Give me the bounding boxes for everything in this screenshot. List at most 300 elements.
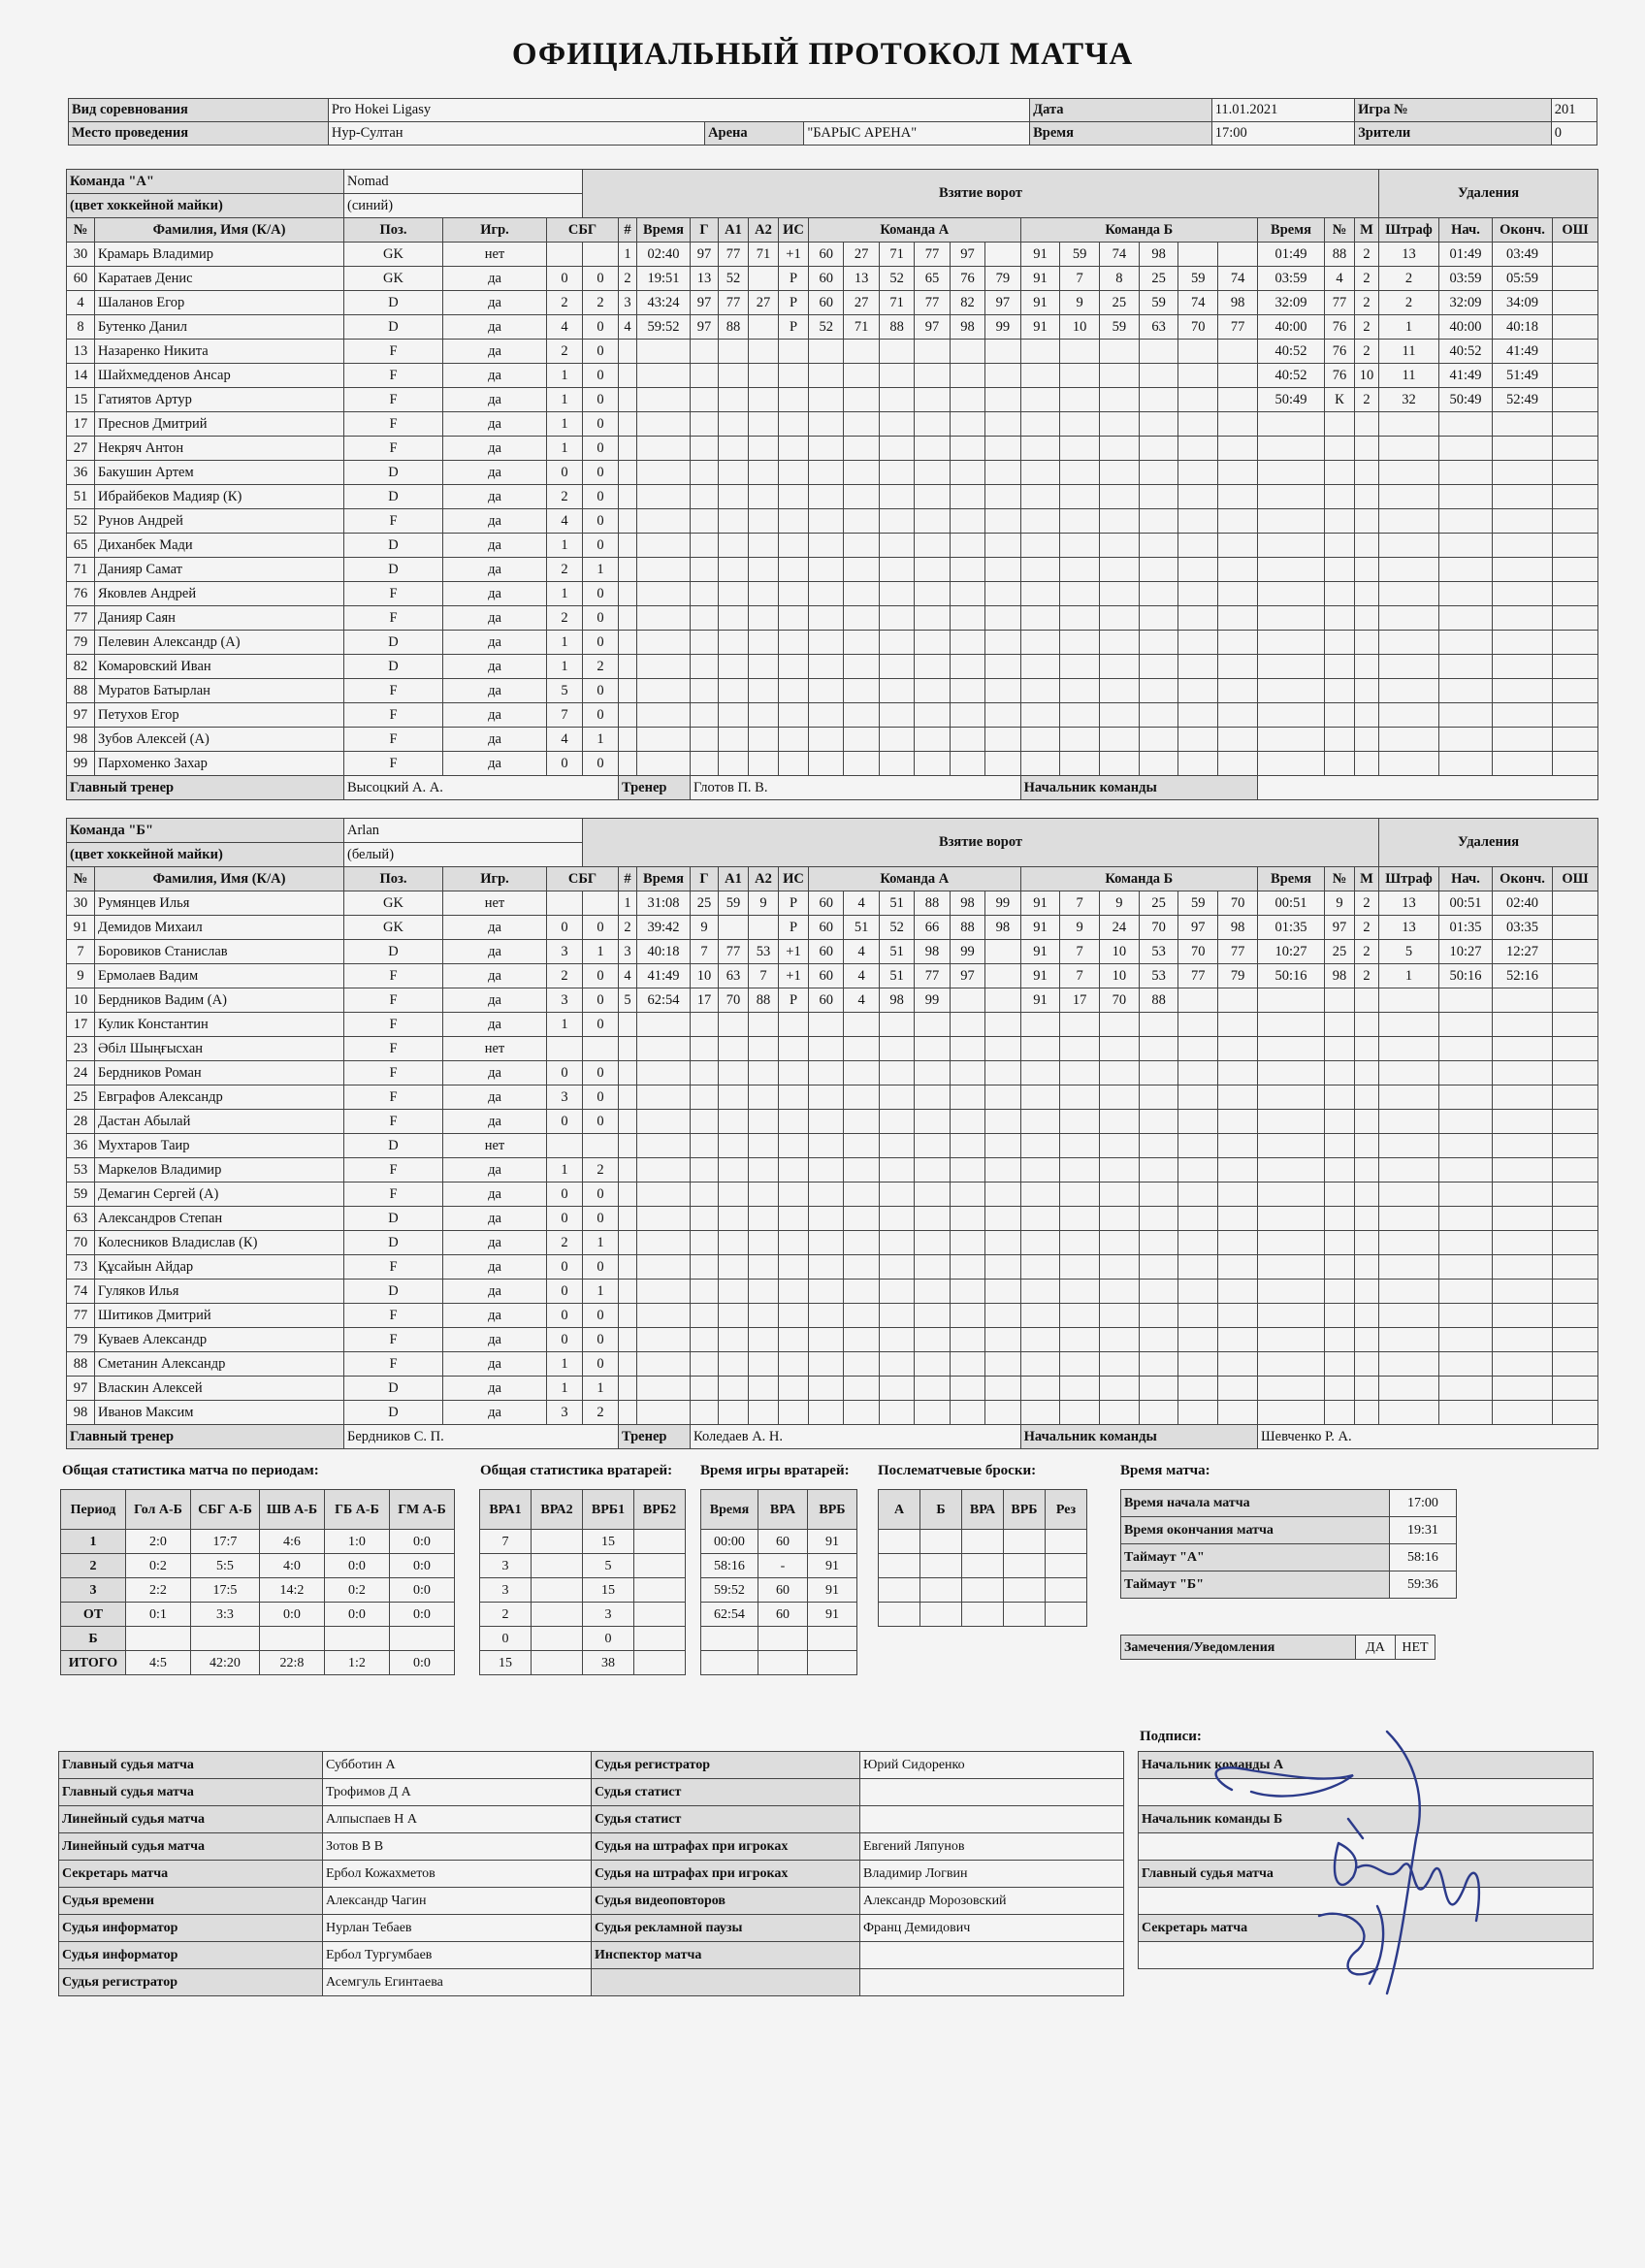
stat-cell (962, 1578, 1004, 1603)
goal-team-a-player (950, 364, 984, 388)
goal-team-a-player (844, 1110, 879, 1134)
pen-col: Время (1258, 867, 1325, 891)
goal-team-b-player (1100, 1085, 1140, 1110)
goal-cell (779, 1207, 809, 1231)
goal-team-b-player (1060, 1255, 1100, 1280)
goal-cell (637, 437, 691, 461)
goal-team-a-player (879, 728, 914, 752)
penalty-cell (1379, 1085, 1439, 1110)
goal-team-b-player: 98 (1218, 916, 1258, 940)
goal-team-a-player (809, 679, 844, 703)
goal-team-b-player (1020, 461, 1060, 485)
penalty-cell (1325, 558, 1355, 582)
notes-yes[interactable]: ДА (1356, 1636, 1396, 1660)
goal-team-a-player (915, 437, 950, 461)
goal-team-a-player (915, 340, 950, 364)
goal-team-b-player (1139, 1328, 1178, 1352)
goal-team-a-player (985, 1255, 1020, 1280)
player-played: нет (443, 891, 547, 916)
goal-team-b-player (1178, 534, 1218, 558)
stat-header: ГБ А-Б (325, 1490, 390, 1530)
player-number: 24 (67, 1061, 95, 1085)
goal-team-a-player (879, 1013, 914, 1037)
goal-team-a-player (879, 1085, 914, 1110)
goal-team-a-player (985, 728, 1020, 752)
player-pos: F (344, 1183, 443, 1207)
goal-cell (749, 1328, 779, 1352)
goal-col: Время (637, 218, 691, 243)
goal-team-a-player (915, 485, 950, 509)
goal-cell (637, 388, 691, 412)
pos-col: Поз. (344, 218, 443, 243)
player-played: да (443, 340, 547, 364)
goal-cell (779, 534, 809, 558)
goal-cell (637, 364, 691, 388)
penalty-cell (1355, 485, 1379, 509)
goal-team-a-player: 97 (915, 315, 950, 340)
goal-team-b-player (1060, 509, 1100, 534)
goal-team-b-player: 59 (1060, 243, 1100, 267)
official-role: Линейный судья матча (59, 1806, 323, 1833)
goal-cell (749, 916, 779, 940)
player-sog-2: 0 (583, 1352, 619, 1377)
match-time-label: Таймаут "Б" (1121, 1571, 1390, 1599)
stat-header: ВРА (962, 1490, 1004, 1530)
penalty-cell (1325, 1085, 1355, 1110)
penalty-cell (1355, 631, 1379, 655)
penalty-osh (1553, 606, 1598, 631)
place-value: Нур-Султан (328, 122, 704, 146)
penalty-osh (1553, 364, 1598, 388)
goal-team-a-player (985, 1183, 1020, 1207)
player-pos: F (344, 1158, 443, 1183)
penalty-cell (1493, 679, 1553, 703)
goal-team-b-player (1218, 534, 1258, 558)
goal-team-a-player: 60 (809, 267, 844, 291)
goal-team-b-player (1139, 1110, 1178, 1134)
goal-team-a-player (915, 1183, 950, 1207)
jersey-label: (цвет хоккейной майки) (67, 843, 344, 867)
stat-cell (1046, 1603, 1087, 1627)
goal-cell (691, 1013, 719, 1037)
goal-cell: 27 (749, 291, 779, 315)
goal-team-a-player (809, 485, 844, 509)
goal-cell (779, 606, 809, 631)
goal-cell (779, 1061, 809, 1085)
goal-team-a-player (879, 485, 914, 509)
goal-team-a-player: 97 (985, 291, 1020, 315)
sog-col: СБГ (547, 867, 619, 891)
goal-cell (691, 752, 719, 776)
player-played: да (443, 485, 547, 509)
player-sog-2: 0 (583, 1207, 619, 1231)
goal-team-b-player (1060, 703, 1100, 728)
penalty-cell: 77 (1325, 291, 1355, 315)
goal-team-a-player: 60 (809, 891, 844, 916)
penalty-cell (1325, 1061, 1355, 1085)
penalty-osh (1553, 485, 1598, 509)
goal-team-a-player (985, 1061, 1020, 1085)
goal-cell (619, 1134, 637, 1158)
penalty-cell (1325, 1110, 1355, 1134)
goal-cell (719, 461, 749, 485)
shootout-title: Послематчевые броски: (878, 1463, 1037, 1478)
penalty-cell (1493, 1352, 1553, 1377)
goal-team-a-player (985, 655, 1020, 679)
player-number: 76 (67, 582, 95, 606)
penalty-osh (1553, 1158, 1598, 1183)
penalty-cell (1355, 1352, 1379, 1377)
goal-team-b-player (1100, 1207, 1140, 1231)
penalty-cell (1325, 631, 1355, 655)
penalty-cell (1379, 728, 1439, 752)
goal-team-a-player: 71 (879, 291, 914, 315)
goal-team-a-player (915, 1207, 950, 1231)
penalty-cell (1325, 509, 1355, 534)
penalty-cell (1325, 728, 1355, 752)
goal-team-b-player (1060, 1061, 1100, 1085)
player-name: Колесников Владислав (К) (95, 1231, 344, 1255)
player-name: Дастан Абылай (95, 1110, 344, 1134)
player-name: Евграфов Александр (95, 1085, 344, 1110)
goal-cell (691, 1158, 719, 1183)
goal-team-b-player (1218, 606, 1258, 631)
penalty-cell (1258, 1061, 1325, 1085)
penalty-cell (1355, 412, 1379, 437)
player-played: да (443, 315, 547, 340)
coach-label: Главный тренер (67, 776, 344, 800)
goal-team-b-player (1060, 1280, 1100, 1304)
goal-cell (691, 1037, 719, 1061)
goal-team-b-player (1139, 752, 1178, 776)
stat-cell: 5:5 (191, 1554, 260, 1578)
penalty-cell (1258, 631, 1325, 655)
official-name (860, 1969, 1124, 1996)
player-row (67, 412, 1598, 437)
goal-team-b-player (1020, 1061, 1060, 1085)
goal-team-b-player: 88 (1139, 988, 1178, 1013)
goal-team-a-player (950, 340, 984, 364)
player-sog-1: 2 (547, 606, 583, 631)
goal-cell (779, 1401, 809, 1425)
player-number: 30 (67, 891, 95, 916)
penalty-cell (1439, 437, 1493, 461)
player-row (67, 534, 1598, 558)
goal-team-b-player (1139, 1158, 1178, 1183)
stat-cell: 7 (480, 1530, 532, 1554)
official-role: Линейный судья матча (59, 1833, 323, 1861)
stat-cell (962, 1603, 1004, 1627)
official-role: Судья регистратор (592, 1752, 860, 1779)
goal-team-a-player (879, 437, 914, 461)
stat-cell (962, 1554, 1004, 1578)
player-number: 60 (67, 267, 95, 291)
player-played: да (443, 1183, 547, 1207)
goal-cell (719, 582, 749, 606)
penalty-cell (1258, 752, 1325, 776)
official-role: Судья информатор (59, 1942, 323, 1969)
stat-cell: 0:2 (325, 1578, 390, 1603)
player-name: Диханбек Мади (95, 534, 344, 558)
goal-team-a-player (879, 679, 914, 703)
player-number: 25 (67, 1085, 95, 1110)
goal-cell (691, 1207, 719, 1231)
penalty-cell (1355, 534, 1379, 558)
goal-team-a-player (879, 558, 914, 582)
goal-col: Время (637, 867, 691, 891)
player-sog-2: 0 (583, 534, 619, 558)
player-played: да (443, 1231, 547, 1255)
goal-team-a-player (985, 1207, 1020, 1231)
goal-cell (637, 1352, 691, 1377)
stat-cell: 58:16 (701, 1554, 758, 1578)
goal-team-b-player (1139, 1183, 1178, 1207)
goal-team-b-player (1060, 728, 1100, 752)
goal-cell (719, 437, 749, 461)
player-sog-2 (583, 1134, 619, 1158)
goal-team-b-player: 9 (1060, 291, 1100, 315)
notes-no[interactable]: НЕТ (1396, 1636, 1435, 1660)
goal-cell (719, 1013, 749, 1037)
penalty-cell (1379, 1280, 1439, 1304)
penalty-cell (1355, 1037, 1379, 1061)
player-number: 91 (67, 916, 95, 940)
penalty-cell: 00:51 (1258, 891, 1325, 916)
goal-team-b-player (1060, 1377, 1100, 1401)
goal-team-b-player (1060, 1110, 1100, 1134)
penalty-cell: 2 (1379, 267, 1439, 291)
player-number: 70 (67, 1231, 95, 1255)
goal-team-b-player (1100, 558, 1140, 582)
goal-cell (637, 558, 691, 582)
penalty-cell (1258, 1280, 1325, 1304)
goal-team-a-player: 98 (915, 940, 950, 964)
goal-team-b-player (1020, 558, 1060, 582)
player-pos: F (344, 1304, 443, 1328)
goal-team-a-player (809, 752, 844, 776)
player-sog-1 (547, 891, 583, 916)
player-number: 15 (67, 388, 95, 412)
player-row (67, 631, 1598, 655)
goal-team-b-player (1020, 1255, 1060, 1280)
arena-label: Арена (705, 122, 804, 146)
player-pos: D (344, 1377, 443, 1401)
goal-team-a-player (879, 388, 914, 412)
penalty-cell (1355, 1304, 1379, 1328)
penalty-cell (1355, 1207, 1379, 1231)
player-played: да (443, 1328, 547, 1352)
goal-cell (749, 703, 779, 728)
player-sog-2: 1 (583, 558, 619, 582)
player-sog-1: 4 (547, 728, 583, 752)
trainer-name: Коледаев А. Н. (691, 1425, 1021, 1449)
goal-team-b-player: 53 (1139, 940, 1178, 964)
goal-team-b-player (1178, 582, 1218, 606)
player-number: 9 (67, 964, 95, 988)
goal-team-b-player (1178, 243, 1218, 267)
stat-cell (701, 1627, 758, 1651)
stat-cell (758, 1627, 808, 1651)
team-label: Команда "Б" (67, 819, 344, 843)
goal-cell (691, 606, 719, 631)
penalty-cell (1439, 631, 1493, 655)
goal-team-b-player (1218, 988, 1258, 1013)
goal-team-b-player: 63 (1139, 315, 1178, 340)
player-row (67, 461, 1598, 485)
goal-cell (691, 1255, 719, 1280)
goal-team-b-player (1139, 412, 1178, 437)
goal-cell (691, 582, 719, 606)
penalty-osh (1553, 1013, 1598, 1037)
goal-team-a-player: 51 (844, 916, 879, 940)
player-sog-1: 0 (547, 1183, 583, 1207)
goal-cell (637, 534, 691, 558)
penalty-cell (1493, 1207, 1553, 1231)
stat-cell (920, 1603, 962, 1627)
player-number: 65 (67, 534, 95, 558)
player-pos: D (344, 940, 443, 964)
goal-team-a-player (879, 1207, 914, 1231)
penalty-cell (1325, 1280, 1355, 1304)
penalty-cell (1325, 752, 1355, 776)
goal-team-b-player (1139, 1085, 1178, 1110)
stat-cell: 2:0 (126, 1530, 191, 1554)
goal-team-a-player (950, 485, 984, 509)
goal-cell (749, 728, 779, 752)
player-sog-1: 0 (547, 752, 583, 776)
goal-cell (619, 1183, 637, 1207)
spect-label: Зрители (1355, 122, 1552, 146)
goal-team-a-player (915, 412, 950, 437)
goal-cell (719, 916, 749, 940)
goal-cell (619, 1085, 637, 1110)
penalty-cell (1258, 606, 1325, 631)
player-number: 14 (67, 364, 95, 388)
goal-team-b-player (1060, 1231, 1100, 1255)
goal-cell (719, 1085, 749, 1110)
player-row (67, 315, 1598, 340)
goal-cell (719, 1110, 749, 1134)
goal-team-a-player (844, 1401, 879, 1425)
player-row (67, 964, 1598, 988)
goal-team-a-player (915, 1255, 950, 1280)
goal-team-a-player (950, 1183, 984, 1207)
player-played: да (443, 964, 547, 988)
stat-cell (920, 1578, 962, 1603)
penalty-cell: 1 (1379, 315, 1439, 340)
goal-team-a-player (985, 1037, 1020, 1061)
goal-team-a-player: 77 (915, 964, 950, 988)
goal-team-a-player: 52 (809, 315, 844, 340)
goal-cell (637, 631, 691, 655)
game-value: 201 (1551, 99, 1597, 122)
player-pos: F (344, 1255, 443, 1280)
penalty-cell (1439, 1013, 1493, 1037)
goal-team-b-player (1060, 1085, 1100, 1110)
penalty-cell (1439, 412, 1493, 437)
penalty-cell (1258, 1304, 1325, 1328)
stat-cell: 91 (808, 1554, 857, 1578)
goal-team-a-player (844, 1255, 879, 1280)
goal-cell (691, 1352, 719, 1377)
penalty-cell (1325, 1255, 1355, 1280)
goal-team-a-player (879, 364, 914, 388)
penalty-cell: 98 (1325, 964, 1355, 988)
match-time-label: Таймаут "А" (1121, 1544, 1390, 1571)
player-played: да (443, 437, 547, 461)
penalty-cell (1493, 1061, 1553, 1085)
goal-team-b-player: 7 (1060, 267, 1100, 291)
player-name: Комаровский Иван (95, 655, 344, 679)
penalty-cell: 40:52 (1258, 340, 1325, 364)
penalty-cell: 02:40 (1493, 891, 1553, 916)
player-sog-2: 0 (583, 461, 619, 485)
goal-team-b-player (1218, 1061, 1258, 1085)
goal-cell (779, 1255, 809, 1280)
goal-team-b-player: 77 (1218, 940, 1258, 964)
goal-cell: 71 (749, 243, 779, 267)
penalty-cell (1439, 988, 1493, 1013)
goal-cell (691, 558, 719, 582)
stat-cell (634, 1578, 686, 1603)
goal-cell (637, 509, 691, 534)
goal-team-a-player (879, 752, 914, 776)
player-played: да (443, 1255, 547, 1280)
goal-team-b-player (1020, 1280, 1060, 1304)
goal-team-a-player (879, 606, 914, 631)
player-sog-1: 3 (547, 940, 583, 964)
official-name: Трофимов Д А (323, 1779, 592, 1806)
goal-col: Г (691, 867, 719, 891)
stat-cell (532, 1578, 583, 1603)
goal-team-b-player (1178, 655, 1218, 679)
officials-table (58, 1751, 1124, 1996)
player-name: Әбіл Шыңғысхан (95, 1037, 344, 1061)
match-time-label: Время окончания матча (1121, 1517, 1390, 1544)
penalty-osh (1553, 412, 1598, 437)
goal-team-a-player (915, 1013, 950, 1037)
stat-cell: 60 (758, 1603, 808, 1627)
goal-team-a-player (879, 1280, 914, 1304)
official-name: Евгений Ляпунов (860, 1833, 1124, 1861)
goal-team-b-player (1139, 558, 1178, 582)
penalty-osh (1553, 534, 1598, 558)
penalty-cell (1258, 582, 1325, 606)
goal-cell (637, 1158, 691, 1183)
player-pos: GK (344, 267, 443, 291)
goal-team-b-player (1060, 1183, 1100, 1207)
penalty-osh (1553, 315, 1598, 340)
goal-team-a-player (809, 1352, 844, 1377)
goal-team-b-player (1100, 437, 1140, 461)
player-row (67, 1401, 1598, 1425)
goal-cell (779, 1110, 809, 1134)
goal-team-b-player (1178, 606, 1218, 631)
penalty-cell (1493, 728, 1553, 752)
goal-team-b-player (1218, 703, 1258, 728)
player-number: 10 (67, 988, 95, 1013)
penalty-osh (1553, 1037, 1598, 1061)
goal-cell (619, 1207, 637, 1231)
penalty-cell (1325, 461, 1355, 485)
team-b-table (66, 818, 1598, 1449)
goal-cell (749, 1231, 779, 1255)
team-label: Команда "А" (67, 170, 344, 194)
penalty-cell (1493, 1280, 1553, 1304)
player-pos: D (344, 1231, 443, 1255)
goal-team-a-player (915, 1231, 950, 1255)
penalty-cell: 32:09 (1258, 291, 1325, 315)
